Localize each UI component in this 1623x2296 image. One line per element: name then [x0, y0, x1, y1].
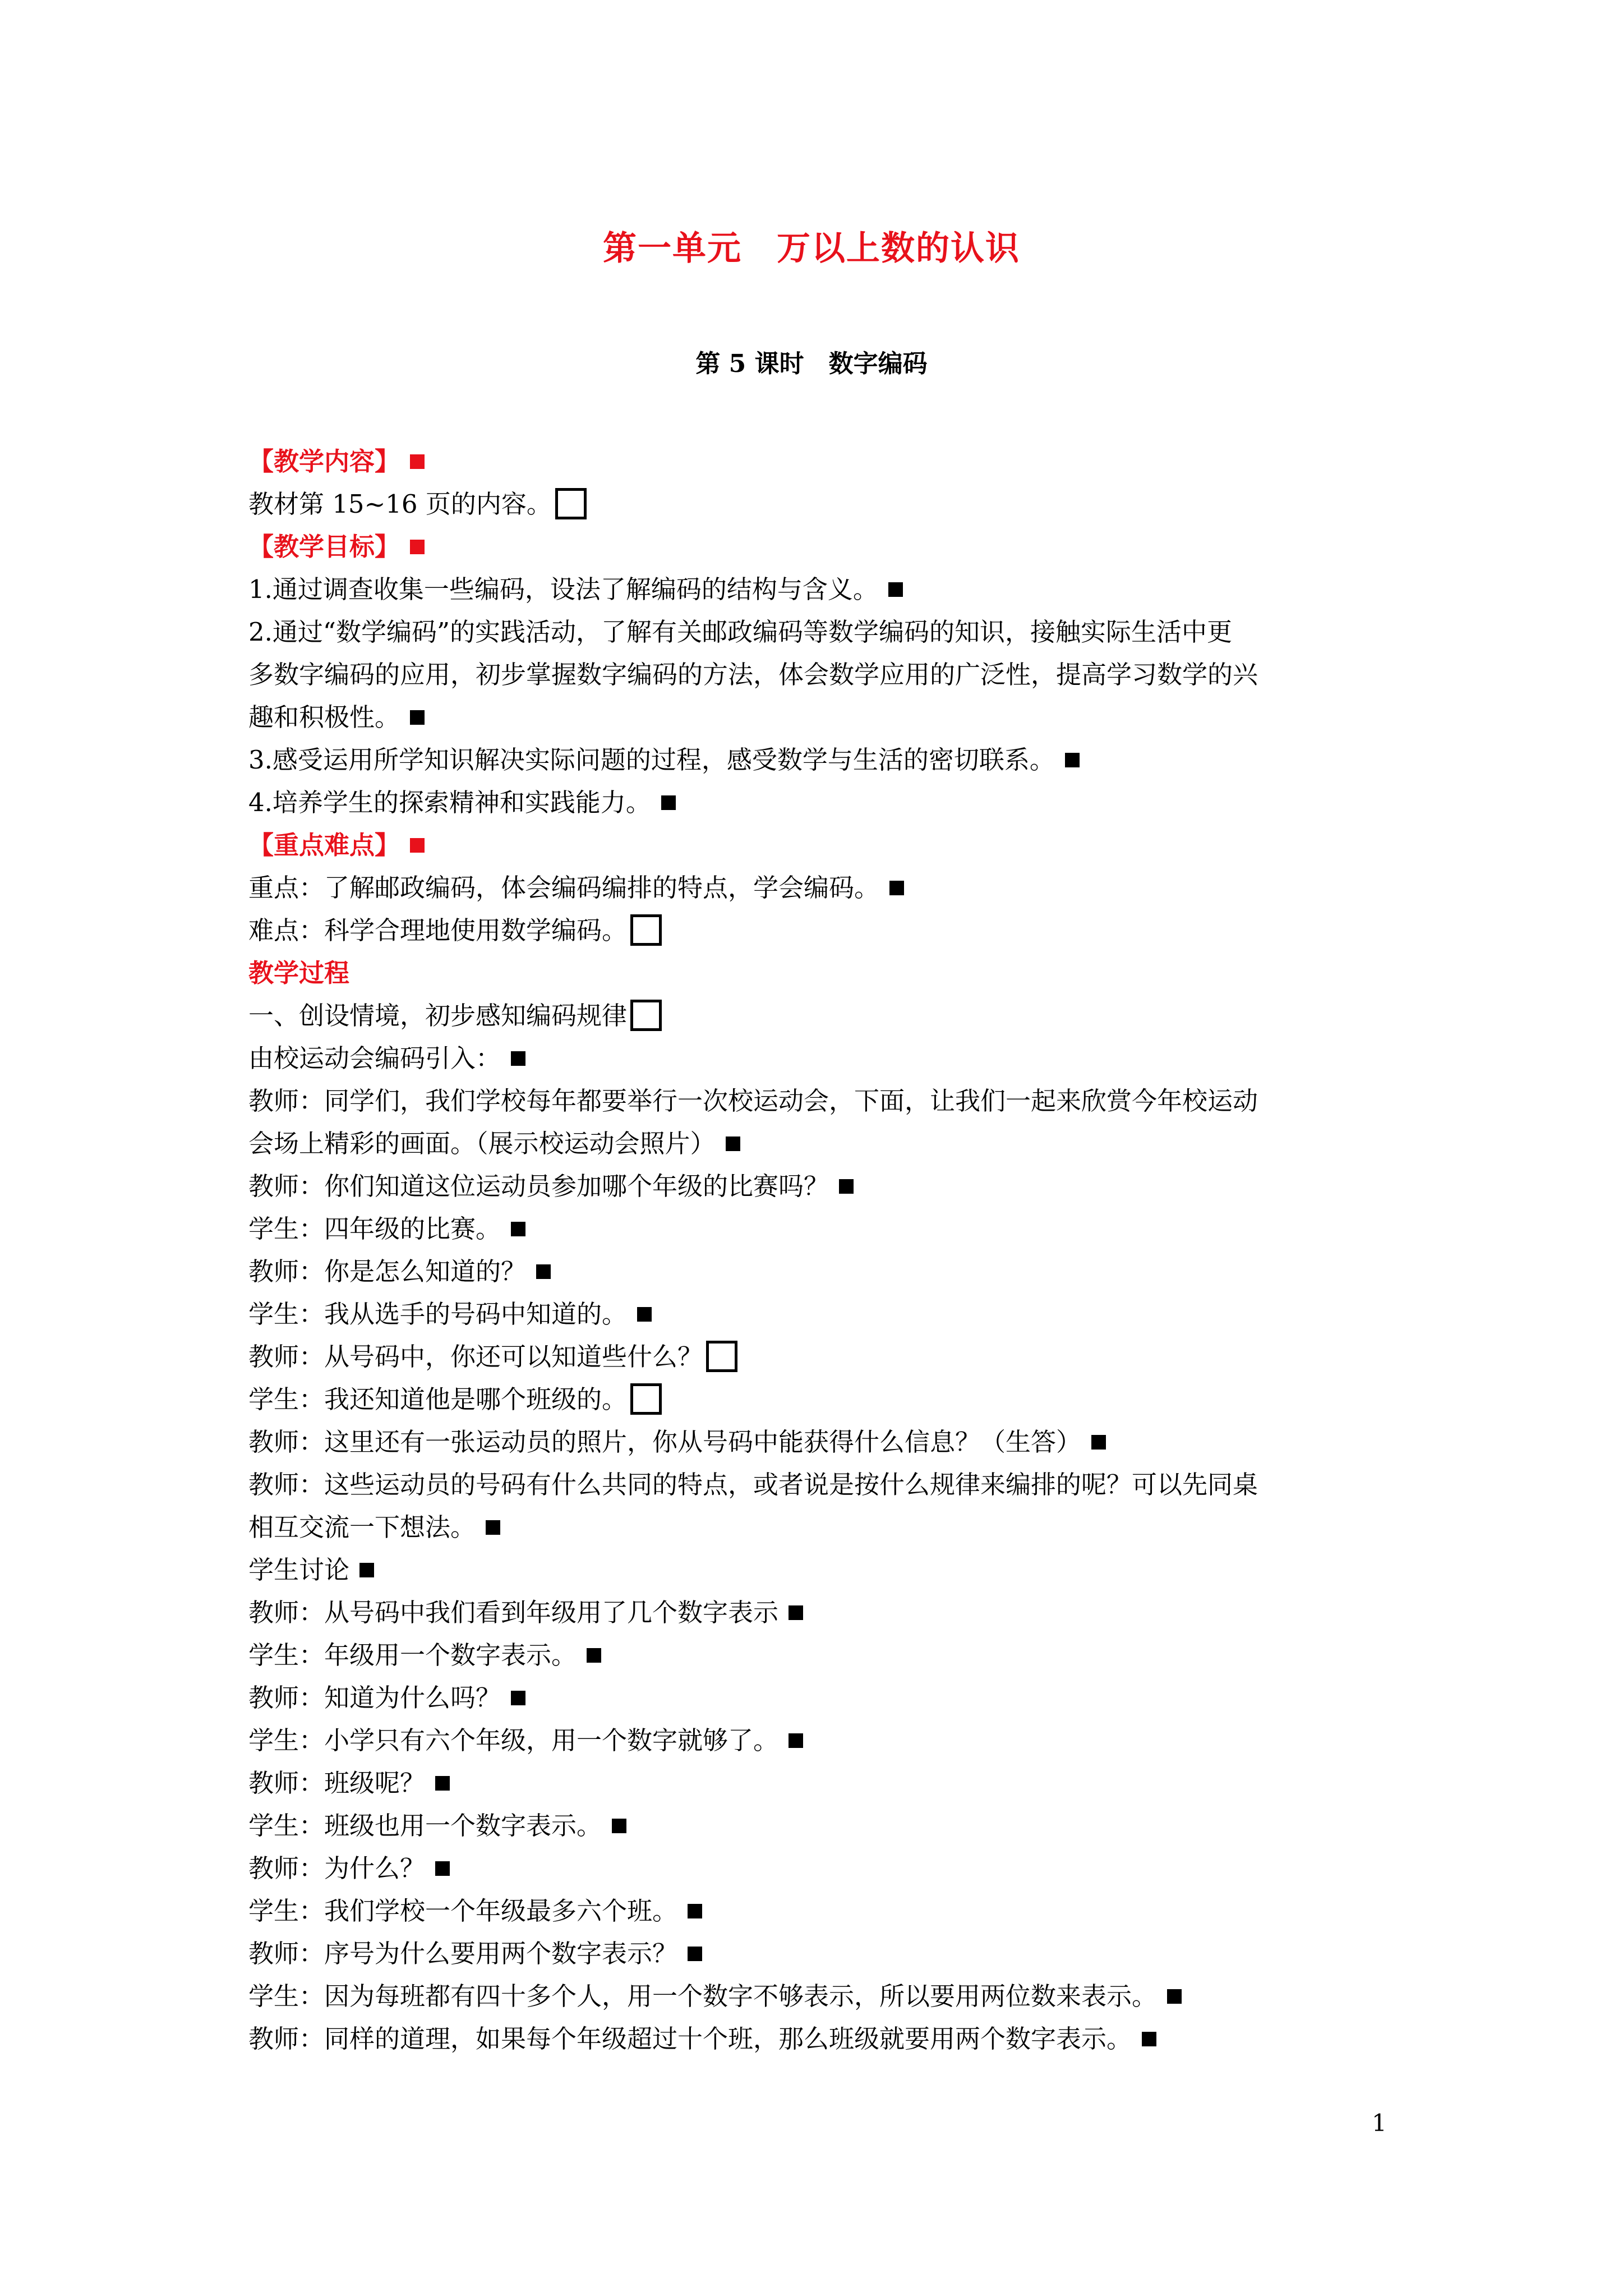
- paragraph-text: 教师：为什么？: [248, 1853, 426, 1883]
- square-bullet-icon: [1091, 1435, 1106, 1450]
- paragraph-text: 学生：小学只有六个年级，用一个数字就够了。: [248, 1726, 779, 1755]
- heading-text: 【教学目标】: [248, 532, 400, 562]
- square-bullet-icon: [486, 1520, 500, 1535]
- square-bullet-icon: [587, 1648, 601, 1663]
- paragraph-text: 学生：年级用一个数字表示。: [248, 1640, 577, 1670]
- paragraph-text: 学生：班级也用一个数字表示。: [248, 1811, 602, 1841]
- square-bullet-icon: [511, 1051, 525, 1066]
- square-bullet-icon: [612, 1819, 626, 1833]
- paragraph-text: 学生：因为每班都有四十多个人，用一个数字不够表示，所以要用两位数来表示。: [248, 1981, 1158, 2011]
- paragraph-text: 教师：这些运动员的号码有什么共同的特点，或者说是按什么规律来编排的呢？可以先同桌: [248, 1470, 1258, 1499]
- paragraph-text: 学生：我们学校一个年级最多六个班。: [248, 1896, 678, 1926]
- paragraph-text: 难点：科学合理地使用数学编码。: [248, 915, 628, 945]
- paragraph-text: 教师：知道为什么吗？: [248, 1683, 501, 1713]
- square-bullet-icon: [1167, 1989, 1182, 2004]
- goal-item: [248, 611, 1401, 654]
- section-heading-content: [248, 440, 1401, 483]
- heading-text: 【教学内容】: [248, 447, 400, 476]
- paragraph-text: 学生：我从选手的号码中知道的。: [248, 1299, 628, 1329]
- paragraph-text: 3.感受运用所学知识解决实际问题的过程，感受数学与生活的密切联系。: [248, 745, 1055, 775]
- paragraph-text: 多数字编码的应用，初步掌握数字编码的方法，体会数学应用的广泛性，提高学习数学的兴: [248, 660, 1258, 689]
- square-bullet-icon: [889, 881, 904, 895]
- lesson-subtitle: 第 5 课时 数字编码: [695, 349, 928, 378]
- heading-text: 【重点难点】: [248, 830, 400, 860]
- dialogue-line: [248, 1890, 1401, 1932]
- paragraph-text: 教师：这里还有一张运动员的照片，你从号码中能获得什么信息？（生答）: [248, 1427, 1082, 1457]
- dialogue-line: [248, 1080, 1401, 1122]
- paragraph-text: 教师：你们知道这位运动员参加哪个年级的比赛吗？: [248, 1171, 829, 1201]
- square-bullet-icon: [688, 1904, 702, 1918]
- section-heading-key-points: [248, 824, 1401, 867]
- square-bullet-icon: [661, 795, 676, 810]
- square-bullet-icon: [1065, 753, 1080, 767]
- dialogue-line: [248, 1634, 1401, 1677]
- empty-box-icon: [555, 488, 587, 519]
- paragraph: [248, 483, 1401, 526]
- empty-box-icon: [630, 1000, 662, 1031]
- goal-item: [248, 696, 1401, 739]
- square-bullet-icon: [410, 454, 425, 469]
- empty-box-icon: [706, 1341, 737, 1372]
- dialogue-line: [248, 1037, 1401, 1080]
- square-bullet-icon: [435, 1776, 450, 1791]
- dialogue-line: [248, 1378, 1401, 1421]
- dialogue-line: [248, 1506, 1401, 1549]
- section-heading-goals: [248, 526, 1401, 568]
- paragraph-text: 教师：序号为什么要用两个数字表示？: [248, 1939, 678, 1968]
- document-body: [248, 440, 1401, 2060]
- dialogue-line: [248, 1250, 1401, 1293]
- square-bullet-icon: [359, 1563, 374, 1577]
- square-bullet-icon: [839, 1179, 854, 1194]
- paragraph-text: 1.通过调查收集一些编码，设法了解编码的结构与含义。: [248, 574, 878, 604]
- paragraph-text: 教师：同学们，我们学校每年都要举行一次校运动会，下面，让我们一起来欣赏今年校运动: [248, 1086, 1258, 1116]
- goal-item: [248, 654, 1401, 696]
- square-bullet-icon: [435, 1861, 450, 1876]
- goal-item: [248, 781, 1401, 824]
- empty-box-icon: [630, 1383, 662, 1415]
- paragraph-text: 教师：你是怎么知道的？: [248, 1257, 527, 1286]
- square-bullet-icon: [511, 1691, 525, 1705]
- dialogue-line: [248, 1677, 1401, 1719]
- paragraph-text: 趣和积极性。: [248, 702, 400, 732]
- square-bullet-icon: [789, 1733, 803, 1748]
- square-bullet-icon: [536, 1264, 551, 1279]
- square-bullet-icon: [688, 1947, 702, 1961]
- dialogue-line: [248, 1975, 1401, 2018]
- dialogue-line: [248, 2018, 1401, 2060]
- paragraph-text: 一、创设情境，初步感知编码规律: [248, 1001, 628, 1030]
- empty-box-icon: [630, 914, 662, 946]
- dialogue-line: [248, 1208, 1401, 1250]
- dialogue-line: [248, 1336, 1401, 1378]
- dialogue-line: [248, 1549, 1401, 1591]
- paragraph-text: 相互交流一下想法。: [248, 1512, 476, 1542]
- square-bullet-icon: [789, 1605, 803, 1620]
- paragraph-text: 学生：我还知道他是哪个班级的。: [248, 1384, 628, 1414]
- document-title: 第一单元 万以上数的认识: [603, 229, 1020, 268]
- dialogue-line: [248, 1122, 1401, 1165]
- dialogue-line: [248, 1165, 1401, 1208]
- dialogue-line: [248, 1762, 1401, 1805]
- dialogue-line: [248, 1932, 1401, 1975]
- square-bullet-icon: [410, 710, 425, 725]
- dialogue-line: [248, 1847, 1401, 1890]
- paragraph-text: 教师：从号码中，你还可以知道些什么？: [248, 1342, 703, 1372]
- dialogue-line: [248, 1464, 1401, 1506]
- paragraph-text: 由校运动会编码引入：: [248, 1043, 501, 1073]
- paragraph-text: 教师：班级呢？: [248, 1768, 426, 1798]
- paragraph-text: 重点：了解邮政编码，体会编码编排的特点，学会编码。: [248, 873, 880, 903]
- square-bullet-icon: [637, 1307, 652, 1322]
- paragraph-text: 会场上精彩的画面。（展示校运动会照片）: [248, 1129, 716, 1158]
- square-bullet-icon: [888, 582, 903, 597]
- page-number: 1: [1372, 2109, 1387, 2137]
- paragraph-text: 学生：四年级的比赛。: [248, 1214, 501, 1244]
- dialogue-line: [248, 1591, 1401, 1634]
- key-point-item: [248, 867, 1401, 909]
- dialogue-line: [248, 1719, 1401, 1762]
- dialogue-line: [248, 1293, 1401, 1336]
- square-bullet-icon: [410, 838, 425, 853]
- goal-item: [248, 568, 1401, 611]
- paragraph-text: 学生讨论: [248, 1555, 350, 1585]
- paragraph-text: 教师：从号码中我们看到年级用了几个数字表示: [248, 1598, 779, 1627]
- square-bullet-icon: [410, 540, 425, 554]
- paragraph-text: 教师：同样的道理，如果每个年级超过十个班，那么班级就要用两个数字表示。: [248, 2024, 1132, 2054]
- square-bullet-icon: [1142, 2032, 1156, 2046]
- paragraph-text: 4.培养学生的探索精神和实践能力。: [248, 788, 651, 817]
- paragraph-text: 教材第 15~16 页的内容。: [248, 489, 552, 519]
- square-bullet-icon: [726, 1137, 740, 1151]
- dialogue-line: [248, 1805, 1401, 1847]
- square-bullet-icon: [511, 1222, 525, 1236]
- goal-item: [248, 739, 1401, 781]
- paragraph-text: 2.通过“数学编码”的实践活动，了解有关邮政编码等数学编码的知识，接触实际生活中更: [248, 617, 1232, 647]
- section-heading-process: 教学过程: [248, 958, 350, 988]
- dialogue-line: [248, 1421, 1401, 1464]
- key-point-item: [248, 909, 1401, 952]
- section-subtitle: [248, 995, 1401, 1037]
